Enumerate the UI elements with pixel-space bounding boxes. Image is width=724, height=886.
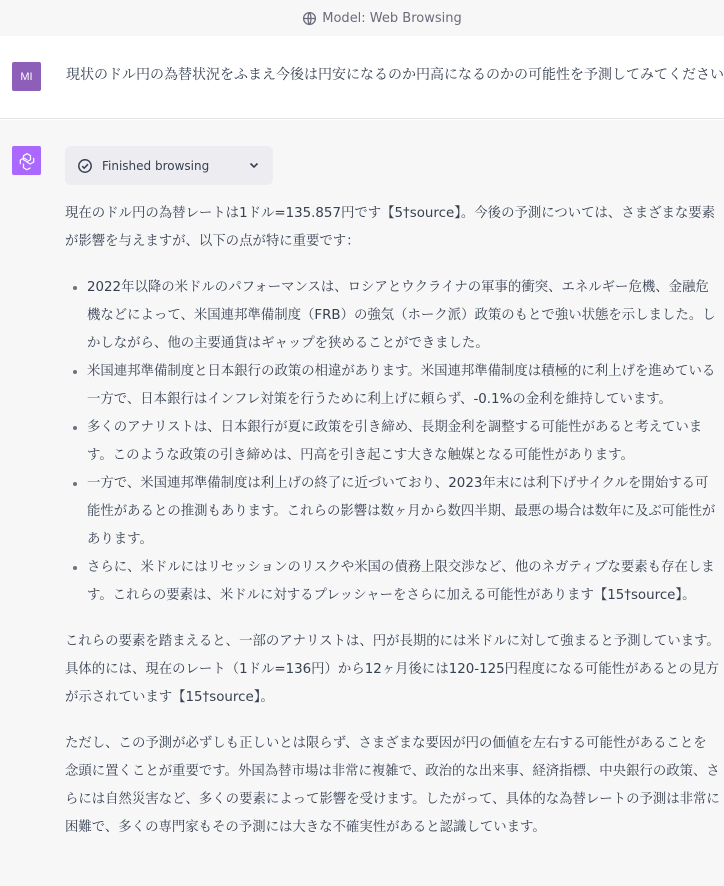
response-bullet-list: [65, 274, 720, 610]
assistant-message-row: [0, 120, 724, 886]
list-item: • さらに、米ドルにはリセッションのリスクや米国の債務上限交渉など、他のネガティブな要素も存在します。これらの要素は、米ドルに対するプレッシャーをさらに加える可能性があります【15†source】。: [87, 554, 720, 610]
user-message: 現状のドル円の為替状況をふまえ今後は円安になるのか円高になるのかの可能性を予測してみてください: [66, 67, 724, 83]
check-circle-icon: [77, 158, 93, 174]
list-item: • 米国連邦準備制度と日本銀行の政策の相違があります。米国連邦準備制度は積極的に利上げを進めている一方で、日本銀行はインフレ対策を行うために利上げに頼らず、-0.1%の金利を維持しています。: [87, 358, 720, 414]
openai-logo-icon: [12, 146, 41, 175]
response-paragraph: これらの要素を踏まえると、一部のアナリストは、円が長期的には米ドルに対して強まると予測しています。具体的には、現在のレート（1ドル=136円）から12ヶ月後には120-125円程度になる可能性があるとの見方が示されています【15†source】。: [65, 634, 720, 705]
list-item: • 2022年以降の米ドルのパフォーマンスは、ロシアとウクライナの軍事的衝突、エネルギー危機、金融危機などによって、米国連邦準備制度（FRB）の強気（ホーク派）政策のもとで強い状態を示しました。しかしながら、他の主要通貨はギャップを狭めることができました。: [87, 274, 720, 358]
user-avatar: MI: [12, 62, 41, 91]
browse-status-label: Finished browsing: [102, 158, 210, 173]
model-label: Model: Web Browsing: [322, 10, 462, 26]
list-item: • 多くのアナリストは、日本銀行が夏に政策を引き締め、長期金利を調整する可能性があると考えています。このような政策の引き締めは、円高を引き起こす大きな触媒となる可能性があります。: [87, 414, 720, 470]
assistant-response: [65, 200, 720, 860]
user-message-row: [0, 36, 724, 119]
chevron-down-icon[interactable]: [247, 158, 261, 172]
response-paragraph: ただし、この予測が必ずしも正しいとは限らず、さまざまな要因が円の価値を左右する可能性があることを念頭に置くことが重要です。外国為替市場は非常に複雑で、政治的な出来事、経済指標、中央銀行の政策、さらには自然災害など、多くの要素によって影響を受けます。したがって、具体的な為替レートの予測は非常に困難で、多くの専門家もその予測には大きな不確実性があると認識しています。: [65, 736, 720, 835]
model-header: [0, 0, 724, 36]
browse-status-toggle[interactable]: [65, 146, 273, 185]
list-item: • 一方で、米国連邦準備制度は利上げの終了に近づいており、2023年末には利下げサイクルを開始する可能性があるとの推測もあります。これらの影響は数ヶ月から数四半期、最悪の場合は数年に及ぶ可能性があります。: [87, 470, 720, 554]
response-intro: 現在のドル円の為替レートは1ドル=135.857円です【5†source】。今後の予測については、さまざまな要素が影響を与えますが、以下の点が特に重要です：: [65, 206, 716, 249]
web-browsing-icon: [302, 11, 317, 26]
